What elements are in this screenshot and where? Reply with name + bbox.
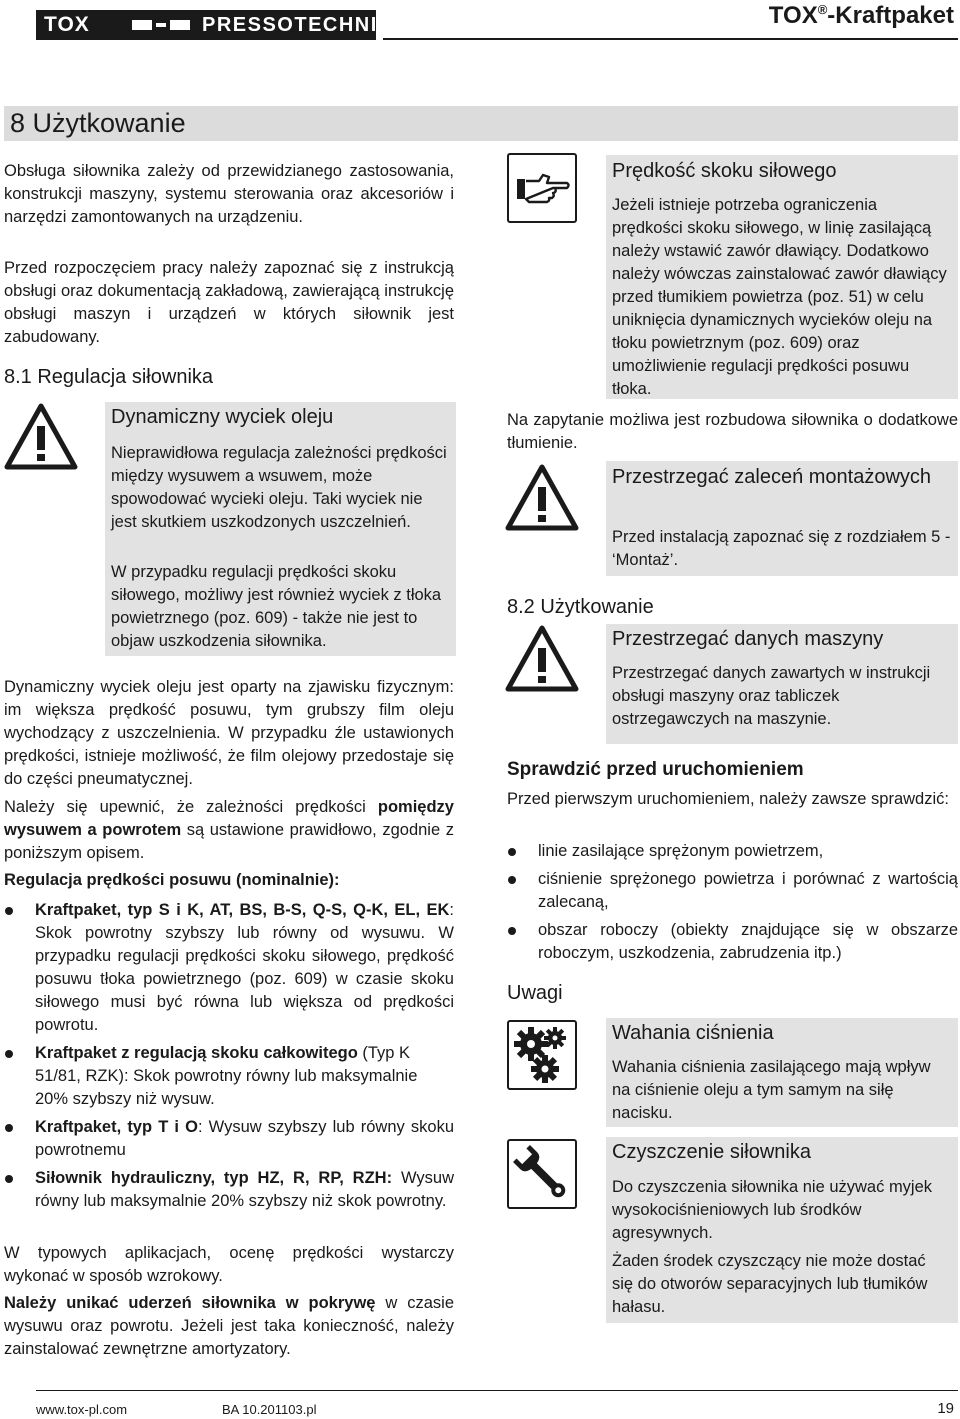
- subsection-8-1-title: 8.1 Regulacja siłownika: [4, 366, 214, 388]
- doc-title-brand: TOX: [768, 2, 818, 29]
- cleaning-note-box: [606, 1137, 958, 1323]
- header-rule: [383, 38, 958, 40]
- mounting-warning-text: Przed instalacją zapoznać się z rozdziałem 5 - ‘Montaż’.: [612, 528, 951, 569]
- pressure-fluctuation-note-box: [606, 1018, 958, 1127]
- intro-paragraph-1: Obsługa siłownika zależy od przewidzianego zastosowania, konstrukcji maszyny, systemu sterowania oraz akcesoriów i narzędzi zamontowanych na urządzeniu.: [4, 162, 454, 226]
- oil-leak-warning-text-1: Nieprawidłowa regulacja zależności prędkości między wysuwem a wsuwem, może spowodować wycieki oleju. Taki wyciek nie jest skutkiem uszkodzonych uszczelnień.: [111, 444, 447, 531]
- list-item: obszar roboczy (obiekty znajdujące się w obszarze roboczym, uszkodzenia, zabrudzenia itp.): [507, 919, 958, 965]
- machine-data-warning-title: Przestrzegać danych maszyny: [612, 628, 884, 650]
- list-item-bold: Kraftpaket, typ S i K, AT, BS, B-S, Q-S, Q-K, EL, EK: [35, 901, 450, 919]
- footer-doc-number: BA 10.201103.pl: [222, 1402, 317, 1417]
- list-item-bold: Siłownik hydrauliczny, typ HZ, R, RP, RZH:: [35, 1169, 393, 1187]
- pre-start-check-intro: Przed pierwszym uruchomieniem, należy zawsze sprawdzić:: [507, 790, 949, 808]
- warning-triangle-icon: [505, 624, 579, 692]
- list-item: [4, 1116, 454, 1162]
- oil-leak-warning-box: [105, 402, 456, 656]
- machine-data-warning-text: Przestrzegać danych zawartych w instrukcji obsługi maszyny oraz tabliczek ostrzegawczych na maszynie.: [612, 664, 931, 728]
- list-item-text: (Typ K 51/81, RZK): Skok powrotny równy lub maksymalnie 20% szybszy niż wysuw.: [35, 1044, 418, 1108]
- wrench-icon: [509, 1141, 575, 1207]
- intro-paragraph-2: Przed rozpoczęciem pracy należy zapoznać się z instrukcją obsługi oraz dokumentacją zakładową, zawierającą instrukcję obsługi maszyn i urządzeń w których siłownik jest zabudowany.: [4, 259, 454, 346]
- note-frame: [507, 153, 577, 223]
- section-title: 8 Użytkowanie: [10, 108, 186, 138]
- list-item-bold: Kraftpaket z regulacją skoku całkowitego: [35, 1044, 358, 1062]
- visual-check-paragraph: W typowych aplikacjach, ocenę prędkości wystarczy wykonać w sposób wzrokowy.: [4, 1244, 454, 1285]
- list-item: [4, 899, 454, 1037]
- impact-avoid-paragraph: [4, 1292, 454, 1361]
- speed-regulation-list: [4, 899, 454, 1218]
- footer-url: www.tox-pl.com: [36, 1402, 128, 1417]
- logo-text-right: PRESSOTECHNIK: [202, 14, 394, 36]
- warning-triangle-icon: [505, 463, 579, 531]
- mounting-warning-title: Przestrzegać zaleceń montażowych: [612, 466, 932, 488]
- list-item: [4, 1042, 454, 1111]
- impact-avoid-bold: Należy unikać uderzeń siłownika w pokrywę: [4, 1294, 376, 1312]
- cleaning-note-text-2: Żaden środek czyszczący nie może dostać się do otworów separacyjnych lub tłumików hałasu.: [612, 1252, 928, 1316]
- notes-title: Uwagi: [507, 982, 563, 1004]
- speed-relation-text-bold: pomiędzy wysuwem a powrotem: [4, 798, 454, 839]
- speed-relation-text-c: są ustawione prawidłowo, zgodnie z poniższym opisem.: [4, 821, 454, 862]
- oil-leak-warning-title: Dynamiczny wyciek oleju: [111, 406, 334, 428]
- list-item-text: : Skok powrotny szybszy lub równy od wysuwu. W przypadku regulacji prędkości skoku siłowego, prędkość posuwu tłoka powietrznego (poz. 609) w czasie skoku siłowego musi być równa lub większa od prędkości powrotu.: [35, 901, 454, 1034]
- document-title: [769, 2, 954, 30]
- list-item-text: : Wysuw szybszy lub równy skoku powrotnemu: [35, 1118, 454, 1159]
- logo-text-left: TOX: [44, 13, 90, 36]
- speed-relation-text-a: Należy się upewnić, że zależności prędkości: [4, 798, 378, 816]
- brand-logo: [36, 10, 394, 40]
- stroke-speed-note-title: Prędkość skoku siłowego: [612, 160, 837, 182]
- gears-icon: [509, 1022, 575, 1088]
- cleaning-note-text-1: Do czyszczenia siłownika nie używać myjek wysokociśnieniowych lub środków agresywnych.: [612, 1178, 933, 1242]
- doc-title-product: -Kraftpaket: [827, 2, 954, 29]
- list-item: linie zasilające sprężonym powietrzem,: [507, 840, 958, 863]
- machine-data-warning-box: [606, 624, 958, 744]
- note-frame: [507, 1020, 577, 1090]
- pressure-fluctuation-text: Wahania ciśnienia zasilającego mają wpływ na ciśnienie oleju a tym samym na siłę nacisku.: [612, 1058, 931, 1122]
- list-item-bold: Kraftpaket, typ T i O: [35, 1118, 198, 1136]
- pre-start-check-list: [507, 840, 958, 970]
- impact-avoid-text: w czasie wysuwu oraz powrotu. Jeżeli jest taka konieczność, należy zainstalować zewnętrzne amortyzatory.: [4, 1294, 454, 1358]
- subsection-8-2-title: 8.2 Użytkowanie: [507, 596, 654, 618]
- speed-relation-paragraph: [4, 796, 454, 865]
- speed-regulation-title: Regulacja prędkości posuwu (nominalnie):: [4, 871, 340, 889]
- pointing-hand-icon: [509, 155, 575, 221]
- note-frame: [507, 1139, 577, 1209]
- oil-leak-warning-text-2: W przypadku regulacji prędkości skoku siłowego, możliwy jest również wyciek z tłoka powietrznego (poz. 609) - także nie jest to objaw uszkodzenia siłownika.: [111, 563, 442, 650]
- damping-inquiry-paragraph: Na zapytanie możliwa jest rozbudowa siłownika o dodatkowe tłumienie.: [507, 411, 958, 452]
- cleaning-note-title: Czyszczenie siłownika: [612, 1141, 811, 1163]
- list-item-text: Wysuw równy lub maksymalnie 20% szybszy niż skok powrotny.: [35, 1169, 455, 1210]
- mounting-warning-box: [606, 461, 958, 576]
- page-number: 19: [937, 1400, 954, 1417]
- registered-mark: ®: [817, 2, 828, 17]
- footer-rule: [36, 1390, 958, 1391]
- oil-leak-explanation: Dynamiczny wyciek oleju jest oparty na zjawisku fizycznym: im większa prędkość posuwu, tym grubszy film oleju wychodzący z uszczelnienia. W przypadku źle ustawionych prędkości, istnieje możliwość, że film olejowy przedostaje się do części pneumatycznej.: [4, 678, 454, 788]
- logo-mark-icon: [132, 18, 190, 32]
- warning-triangle-icon: [4, 402, 78, 470]
- list-item: ciśnienie sprężonego powietrza i porównać z wartością zalecaną,: [507, 868, 958, 914]
- list-item: [4, 1167, 454, 1213]
- pressure-fluctuation-title: Wahania ciśnienia: [612, 1022, 774, 1044]
- stroke-speed-note-text: Jeżeli istnieje potrzeba ograniczenia prędkości skoku siłowego, w linię zasilającą należy wstawić zawór dławiący. Dodatkowo należy wówczas zainstalować zawór dławiący przed tłumikiem powietrza (poz. 51) w celu uniknięcia dynamicznych wycieków oleju na tłoku powietrznym (poz. 609) oraz umożliwienie regulacji prędkości posuwu tłoka.: [612, 196, 947, 398]
- pre-start-check-title: Sprawdzić przed uruchomieniem: [507, 759, 804, 780]
- stroke-speed-note-box: [606, 155, 958, 399]
